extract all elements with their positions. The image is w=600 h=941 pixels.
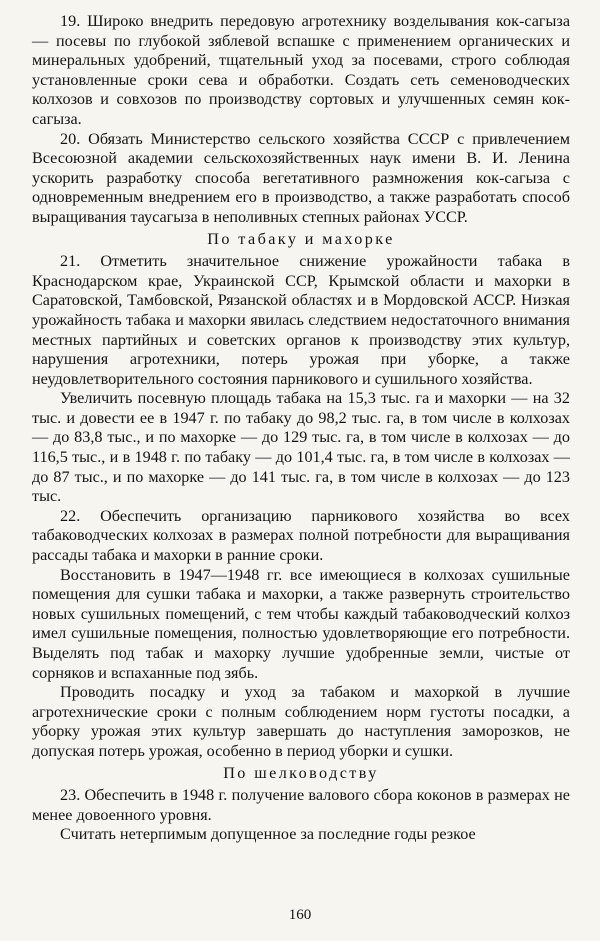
page-number: 160 — [288, 907, 312, 923]
paragraph-sowing-area: Увеличить посевную площадь табака на 15,3 тыс. га и махорки — на 32 тыс. и довести ее в 1947 г. по табаку до 98,2 тыс. га, в том числе в колхозах — до 83,8 тыс., и по махорке — до 129 тыс. га, в том числе в колхозах — до 116,5 тыс., и в 1948 г. по табаку — до 101,4 тыс. га, в том числе в колхозах — до 87 тыс., и по махорке — до 141 тыс. га, в том числе в колхозах — до 123 тыс. — [32, 389, 570, 506]
paragraph-22: 22. Обеспечить организацию парникового хозяйства во всех табаководческих колхозах в размерах полной потребности для выращивания рассады табака и махорки в ранние сроки. — [32, 506, 570, 565]
section-heading-tobacco: По табаку и махорке — [207, 229, 395, 248]
paragraph-continued: Считать нетерпимым допущенное за последние годы резкое — [60, 825, 476, 844]
paragraph-planting-care: Проводить посадку и уход за табаком и махоркой в лучшие агротехнические сроки с полным соблюдением норм густоты посадки, а уборку урожая этих культур завершать до наступления заморозков, не допуская потерь урожая, особенно в период уборки и сушки. — [32, 683, 570, 760]
section-heading-silk: По шелководству — [223, 763, 379, 782]
paragraph-21: 21. Отметить значительное снижение урожайности табака в Краснодарском крае, Украинской ССР, Крымской области и махорки в Саратовской, Тамбовской, Рязанской областях и в Мордовской АССР. Низкая урожайность табака и махорки явилась следствием недостаточного внимания местных партийных и советских органов к производству этих культур, нарушения агротехники, потерь урожая при уборке, а также неудовлетворительного состояния парникового и сушильного хозяйства. — [32, 252, 570, 388]
paragraph-19: 19. Широко внедрить передовую агротехнику возделывания кок-сагыза — посевы по глубокой зяблевой вспашке с применением органических и минеральных удобрений, тщательный уход за посевами, строго соблюдая установленные сроки сева и обработки. Создать сеть семеноводческих колхозов и совхозов по производству сортовых и улучшенных семян кок-сагыза. — [32, 12, 570, 128]
paragraph-23: 23. Обеспечить в 1948 г. получение валового сбора коконов в размерах не менее довоенного уровня. — [32, 786, 570, 824]
paragraph-20: 20. Обязать Министерство сельского хозяйства СССР с привлечением Всесоюзной академии сельскохозяйственных наук имени В. И. Ленина ускорить разработку способа вегетативного размножения кок-сагыза с одновременным внедрением его в производство, а также разработать способ выращивания таусагыза в неполивных степных районах УССР. — [32, 129, 570, 226]
paragraph-drying-facilities: Восстановить в 1947—1948 гг. все имеющиеся в колхозах сушильные помещения для сушки табака и махорки, а также развернуть строительство новых сушильных помещений, с тем чтобы каждый табаководческий колхоз имел сушильные помещения, полностью удовлетворяющие его потребности. Выделять под табак и махорку лучшие удобренные земли, чистые от сорняков и вспаханные под зябь. — [32, 565, 570, 682]
